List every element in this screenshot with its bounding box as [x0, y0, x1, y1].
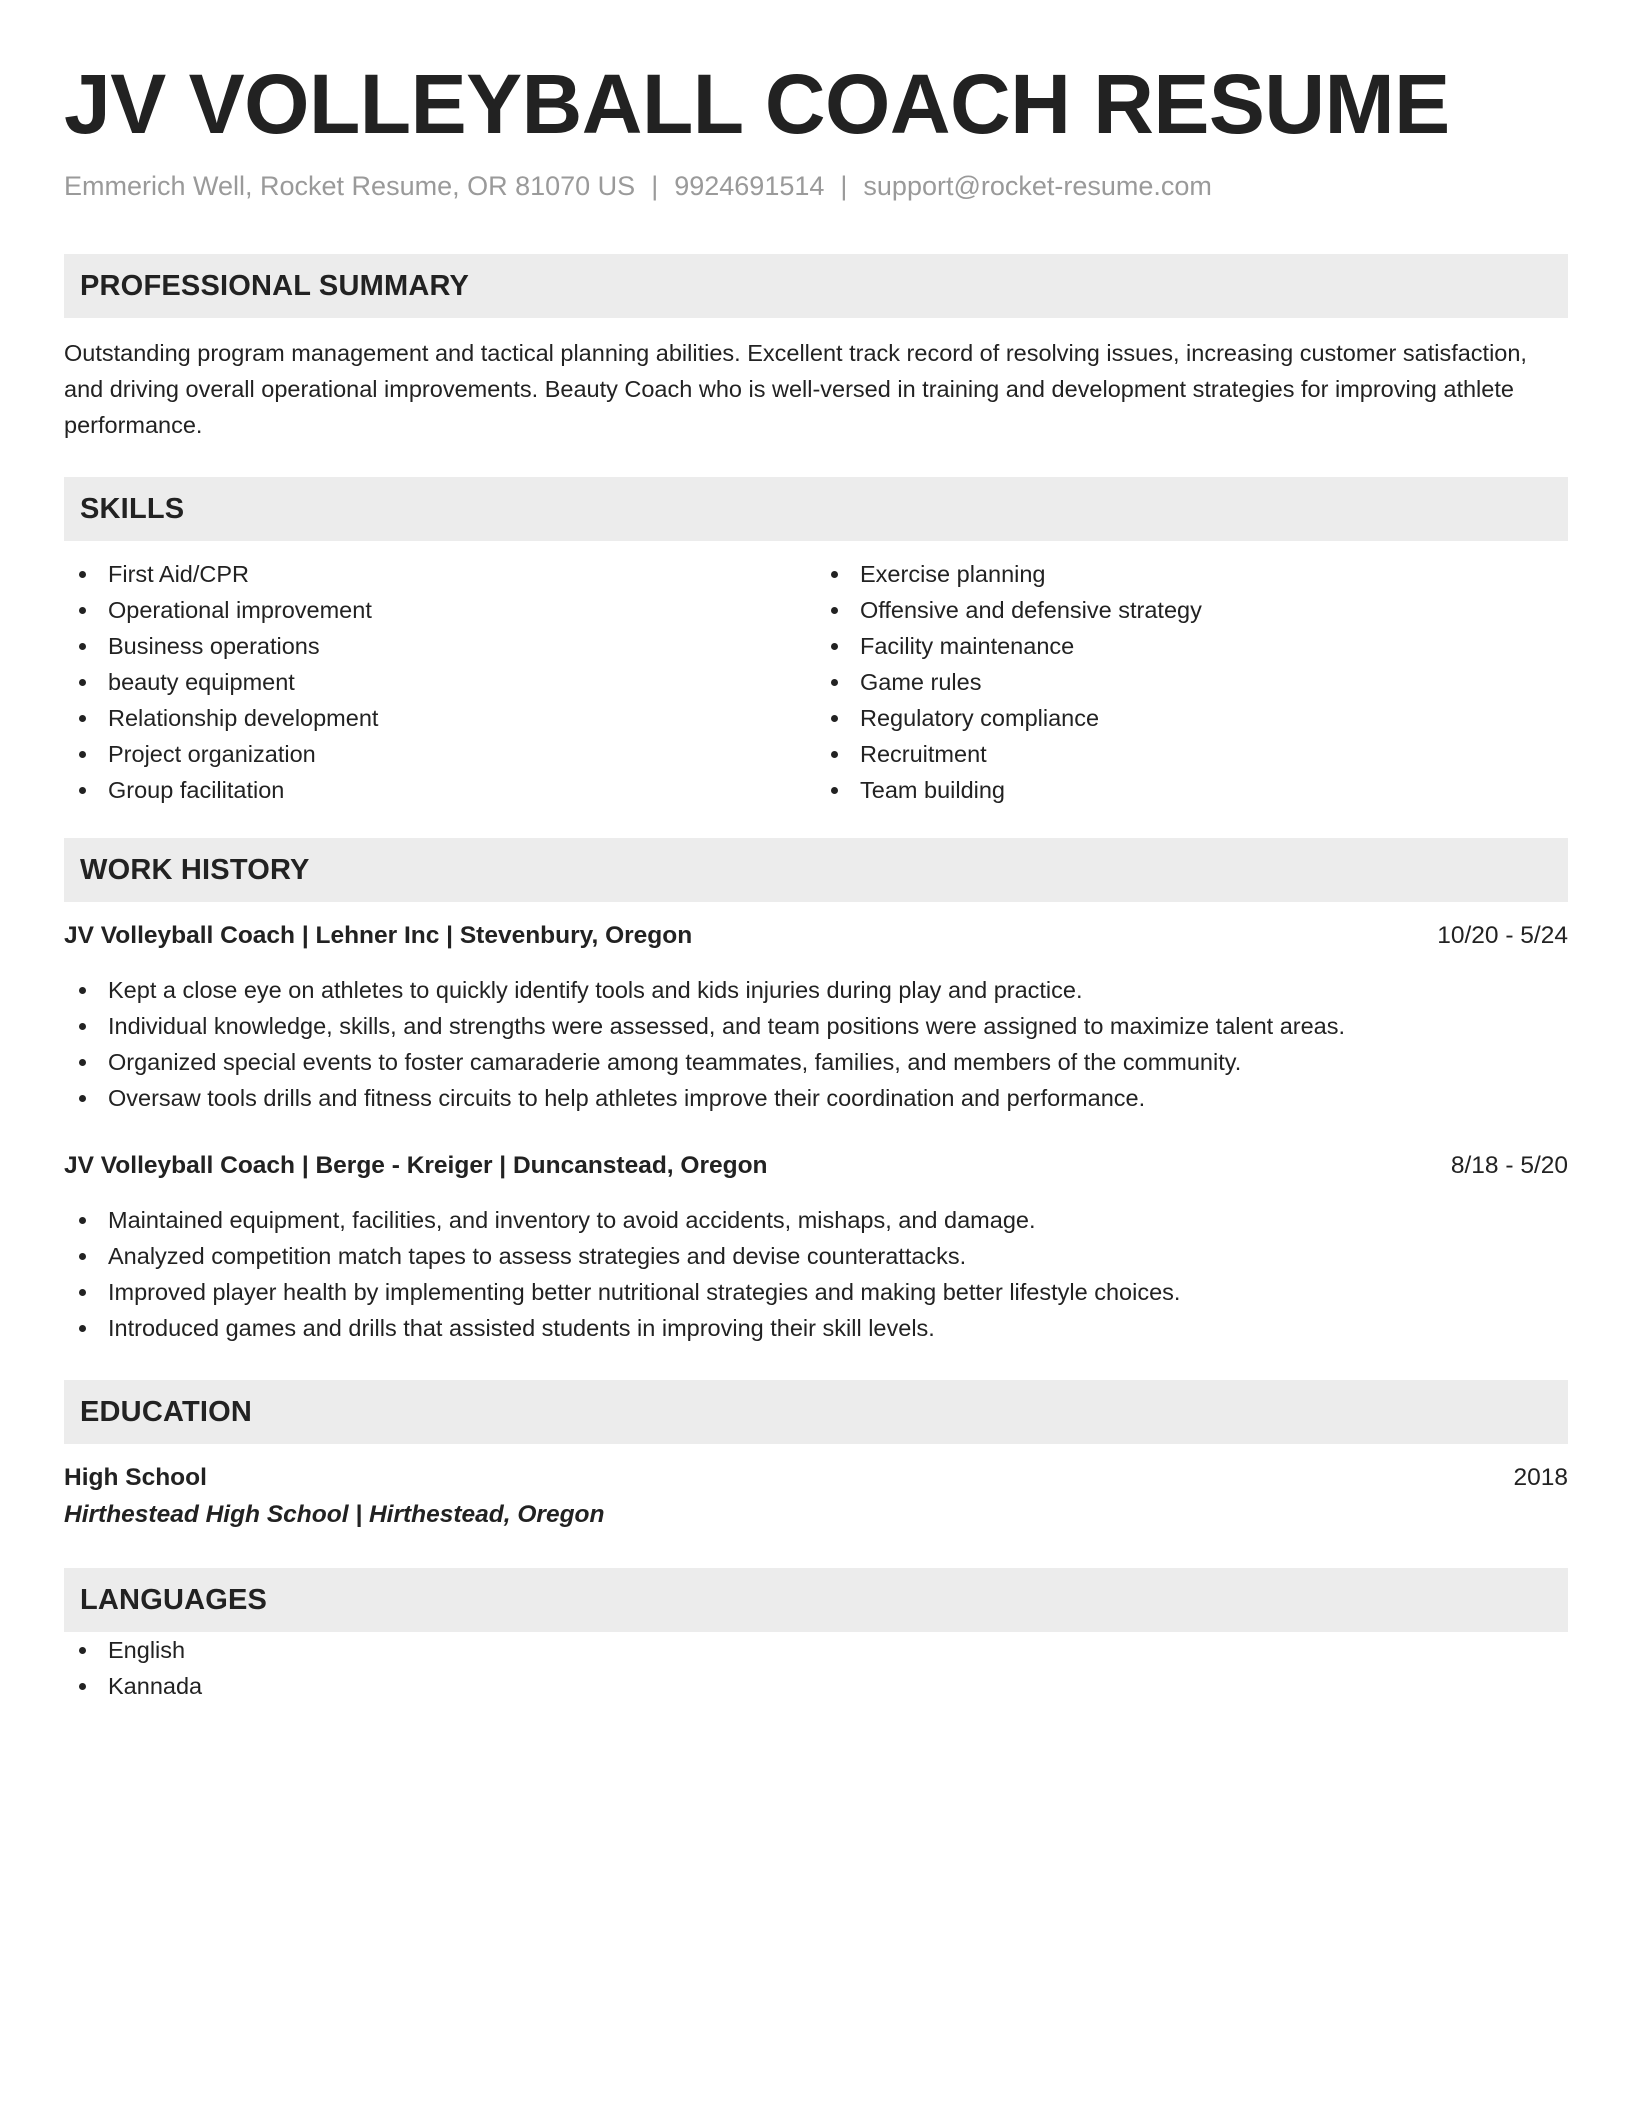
job-entry [64, 918, 1568, 1116]
skill-item: Recruitment [816, 736, 1568, 772]
job-title: JV Volleyball Coach | Berge - Kreiger | Duncanstead, Oregon [64, 1152, 768, 1179]
job-bullet: Kept a close eye on athletes to quickly identify tools and kids injuries during play and practice. [64, 972, 1568, 1008]
job-entry [64, 1148, 1568, 1346]
skills-column-right [816, 556, 1568, 808]
section-header-languages: LANGUAGES [64, 1568, 1568, 1632]
education-school: Hirthestead High School | Hirthestead, Oregon [64, 1501, 605, 1528]
job-header [64, 1148, 1568, 1184]
languages-list [64, 1632, 1568, 1704]
contact-address: Emmerich Well, Rocket Resume, OR 81070 US [64, 171, 636, 201]
skill-item: First Aid/CPR [64, 556, 816, 592]
contact-email: support@rocket-resume.com [863, 171, 1212, 201]
job-bullets [64, 1202, 1568, 1346]
job-bullet: Improved player health by implementing better nutritional strategies and making better lifestyle choices. [64, 1274, 1568, 1310]
education-entry [64, 1460, 1568, 1534]
job-bullet: Organized special events to foster camaraderie among teammates, families, and members of the community. [64, 1044, 1568, 1080]
skills-list-left [64, 556, 816, 808]
section-header-education: EDUCATION [64, 1380, 1568, 1444]
education-header [64, 1460, 1568, 1496]
education-year: 2018 [1513, 1464, 1568, 1491]
language-item: Kannada [64, 1668, 1568, 1704]
job-title: JV Volleyball Coach | Lehner Inc | Stevenbury, Oregon [64, 922, 693, 949]
skill-item: Operational improvement [64, 592, 816, 628]
skill-item: Game rules [816, 664, 1568, 700]
contact-separator: | [651, 171, 659, 201]
contact-line [64, 168, 1568, 204]
job-dates: 8/18 - 5/20 [1450, 1152, 1568, 1179]
summary-text: Outstanding program management and tactical planning abilities. Excellent track record of resolving issues, increasing customer satisfaction, and driving overall operational improvements. Beauty Coach who is well-versed in training and development strategies for improving athlete performance. [64, 340, 1527, 438]
skills-grid [64, 556, 1568, 808]
resume-title: JV VOLLEYBALL COACH RESUME [64, 57, 1450, 151]
job-bullet: Individual knowledge, skills, and strengths were assessed, and team positions were assigned to maximize talent areas. [64, 1008, 1568, 1044]
skills-list-right [816, 556, 1568, 808]
job-bullet: Oversaw tools drills and fitness circuits to help athletes improve their coordination and performance. [64, 1080, 1568, 1116]
skill-item: beauty equipment [64, 664, 816, 700]
section-header-skills: SKILLS [64, 477, 1568, 541]
skill-item: Offensive and defensive strategy [816, 592, 1568, 628]
contact-separator: | [840, 171, 848, 201]
skill-item: Exercise planning [816, 556, 1568, 592]
job-bullet: Introduced games and drills that assisted students in improving their skill levels. [64, 1310, 1568, 1346]
job-bullet: Analyzed competition match tapes to assess strategies and devise counterattacks. [64, 1238, 1568, 1274]
language-item: English [64, 1632, 1568, 1668]
section-header-summary: PROFESSIONAL SUMMARY [64, 254, 1568, 318]
skill-item: Business operations [64, 628, 816, 664]
skill-item: Project organization [64, 736, 816, 772]
skill-item: Team building [816, 772, 1568, 808]
skills-column-left [64, 556, 816, 808]
contact-phone: 9924691514 [674, 171, 825, 201]
skill-item: Group facilitation [64, 772, 816, 808]
job-bullet: Maintained equipment, facilities, and inventory to avoid accidents, mishaps, and damage. [64, 1202, 1568, 1238]
job-dates: 10/20 - 5/24 [1437, 922, 1568, 949]
skill-item: Relationship development [64, 700, 816, 736]
section-header-work-history: WORK HISTORY [64, 838, 1568, 902]
education-degree: High School [64, 1464, 207, 1491]
job-header [64, 918, 1568, 954]
job-bullets [64, 972, 1568, 1116]
skill-item: Regulatory compliance [816, 700, 1568, 736]
skill-item: Facility maintenance [816, 628, 1568, 664]
